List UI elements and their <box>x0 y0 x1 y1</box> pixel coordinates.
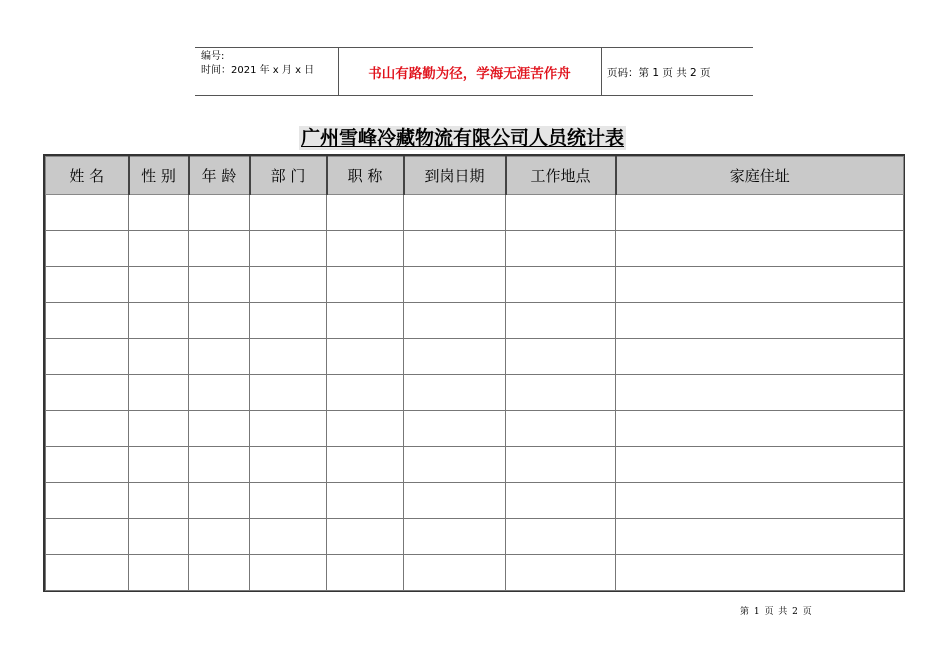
document-title: 广州雪峰冷藏物流有限公司人员统计表 <box>301 127 625 149</box>
column-header-department: 部 门 <box>250 157 327 195</box>
table-cell <box>46 267 129 303</box>
table-body <box>46 195 904 591</box>
table-cell <box>189 231 250 267</box>
table-row <box>46 195 904 231</box>
table-row <box>46 339 904 375</box>
table-cell <box>506 411 616 447</box>
table-cell <box>46 303 129 339</box>
column-header-gender: 性 别 <box>129 157 189 195</box>
table-cell <box>250 231 327 267</box>
table-cell <box>189 555 250 591</box>
table-cell <box>189 411 250 447</box>
table-cell <box>616 375 904 411</box>
table-cell <box>46 375 129 411</box>
table-row <box>46 483 904 519</box>
table-cell <box>506 555 616 591</box>
table-cell <box>250 339 327 375</box>
column-header-age: 年 龄 <box>189 157 250 195</box>
table-cell <box>129 195 189 231</box>
table-cell <box>327 483 404 519</box>
table-cell <box>404 555 506 591</box>
table-cell <box>616 483 904 519</box>
table-cell <box>327 519 404 555</box>
table-cell <box>616 555 904 591</box>
table-cell <box>404 483 506 519</box>
table-cell <box>189 519 250 555</box>
table-cell <box>506 231 616 267</box>
table-cell <box>327 231 404 267</box>
staff-table-frame <box>43 154 905 592</box>
table-cell <box>506 447 616 483</box>
table-cell <box>327 411 404 447</box>
table-cell <box>129 483 189 519</box>
table-cell <box>250 411 327 447</box>
table-cell <box>250 555 327 591</box>
column-header-start-date: 到岗日期 <box>404 157 506 195</box>
table-cell <box>189 339 250 375</box>
table-cell <box>506 339 616 375</box>
table-row <box>46 555 904 591</box>
table-cell <box>189 447 250 483</box>
table-cell <box>327 555 404 591</box>
column-header-title: 职 称 <box>327 157 404 195</box>
table-cell <box>46 555 129 591</box>
table-cell <box>46 519 129 555</box>
table-cell <box>327 375 404 411</box>
table-cell <box>404 267 506 303</box>
table-cell <box>250 519 327 555</box>
table-cell <box>506 267 616 303</box>
table-cell <box>129 555 189 591</box>
table-row <box>46 231 904 267</box>
table-cell <box>506 375 616 411</box>
table-cell <box>616 519 904 555</box>
column-header-work-location: 工作地点 <box>506 157 616 195</box>
table-cell <box>129 231 189 267</box>
table-cell <box>189 375 250 411</box>
staff-table <box>45 156 904 591</box>
table-cell <box>189 483 250 519</box>
table-cell <box>327 195 404 231</box>
table-cell <box>46 339 129 375</box>
table-cell <box>129 519 189 555</box>
table-cell <box>327 447 404 483</box>
table-row <box>46 375 904 411</box>
table-cell <box>327 267 404 303</box>
date-label: 时间：2021 年 x 月 x 日 <box>201 65 315 76</box>
table-cell <box>250 267 327 303</box>
table-cell <box>189 303 250 339</box>
table-cell <box>404 447 506 483</box>
column-header-name: 姓 名 <box>46 157 129 195</box>
table-cell <box>616 195 904 231</box>
table-cell <box>616 411 904 447</box>
table-cell <box>404 339 506 375</box>
table-cell <box>327 303 404 339</box>
table-cell <box>46 483 129 519</box>
page-number-info: 页码：第 1 页 共 2 页 <box>607 66 711 79</box>
page-footer: 第 1 页 共 2 页 <box>740 607 813 617</box>
table-row <box>46 519 904 555</box>
document-header <box>195 47 753 96</box>
table-row <box>46 447 904 483</box>
table-cell <box>129 447 189 483</box>
table-cell <box>250 303 327 339</box>
table-cell <box>250 195 327 231</box>
table-cell <box>129 411 189 447</box>
table-cell <box>250 375 327 411</box>
table-row <box>46 267 904 303</box>
table-cell <box>129 303 189 339</box>
table-cell <box>404 411 506 447</box>
table-cell <box>404 375 506 411</box>
table-cell <box>129 375 189 411</box>
table-row <box>46 303 904 339</box>
table-header-row <box>46 157 904 195</box>
table-cell <box>327 339 404 375</box>
table-cell <box>404 195 506 231</box>
table-cell <box>46 231 129 267</box>
table-cell <box>616 231 904 267</box>
column-header-home-address: 家庭住址 <box>616 157 904 195</box>
table-cell <box>616 267 904 303</box>
table-cell <box>46 447 129 483</box>
table-cell <box>129 339 189 375</box>
table-cell <box>404 231 506 267</box>
table-row <box>46 411 904 447</box>
table-cell <box>506 195 616 231</box>
table-cell <box>616 339 904 375</box>
table-cell <box>506 519 616 555</box>
table-cell <box>506 483 616 519</box>
table-cell <box>404 519 506 555</box>
header-slogan: 书山有路勤为径，学海无涯苦作舟 <box>368 66 571 82</box>
table-cell <box>616 303 904 339</box>
table-cell <box>404 303 506 339</box>
table-cell <box>129 267 189 303</box>
serial-number-label: 编号: <box>201 51 225 62</box>
table-cell <box>250 447 327 483</box>
table-cell <box>189 267 250 303</box>
table-cell <box>506 303 616 339</box>
table-cell <box>616 447 904 483</box>
table-cell <box>250 483 327 519</box>
table-cell <box>46 195 129 231</box>
table-cell <box>189 195 250 231</box>
table-cell <box>46 411 129 447</box>
